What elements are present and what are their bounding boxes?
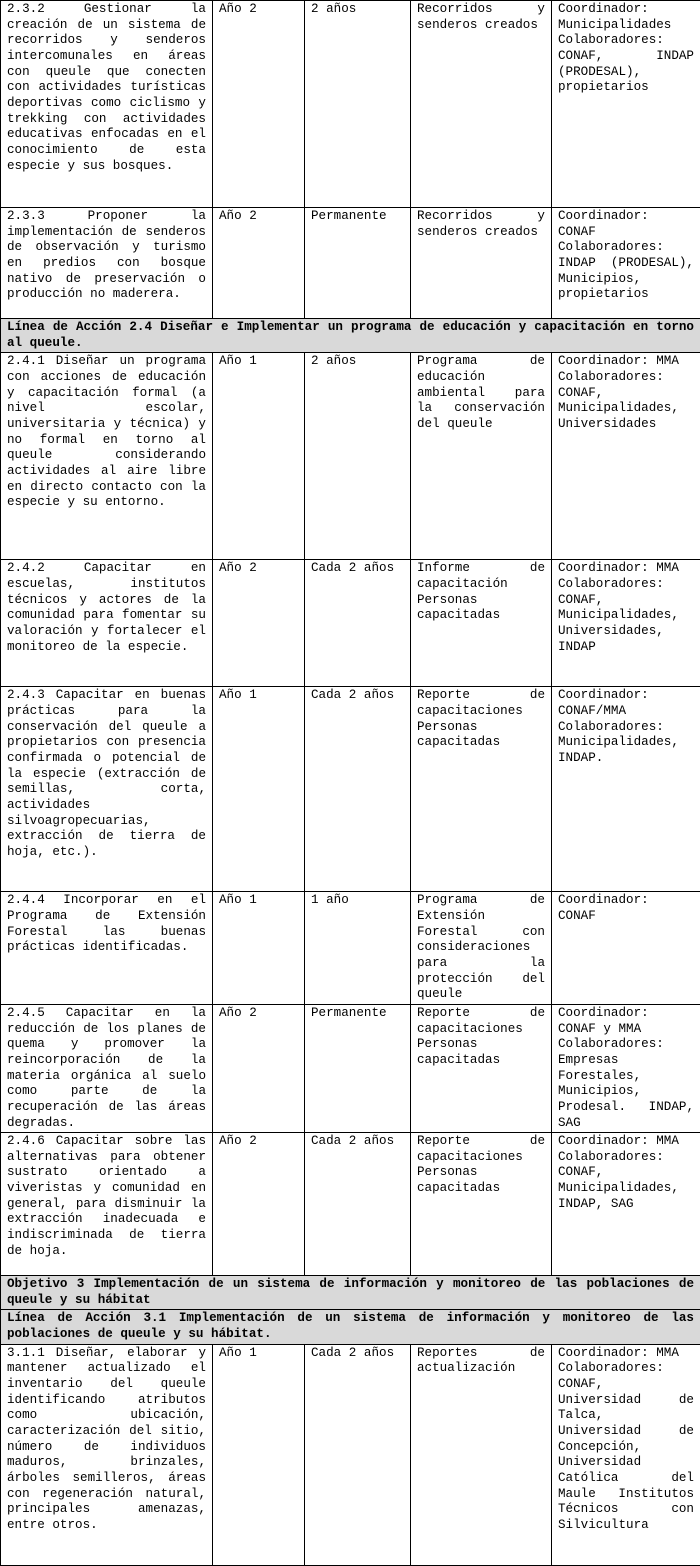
coordinator-line: Coordinador: MMA (558, 1346, 694, 1362)
table-row (1, 1004, 700, 1132)
start-cell: Año 1 (213, 1344, 305, 1565)
responsible-cell (552, 353, 700, 560)
coordinator-line: Coordinador: MMA (558, 1134, 694, 1150)
coordinator-line: Coordinador: CONAF y MMA (558, 1006, 694, 1037)
section-header-row (1, 319, 700, 353)
coordinator-line: Coordinador: CONAF/MMA (558, 688, 694, 719)
responsible-cell (552, 1, 700, 208)
coordinator-line: Coordinador: MMA (558, 354, 694, 370)
action-cell: 2.4.2 Capacitar en escuelas, institutos técnicos y actores de la comunidad para fomentar su valoración y fortalecer el monitoreo de la especie. (1, 560, 213, 687)
coordinator-line: Coordinador: Municipalidades (558, 2, 694, 33)
action-cell: 2.4.4 Incorporar en el Programa de Extensión Forestal las buenas prácticas identificadas. (1, 892, 213, 1005)
action-cell: 3.1.1 Diseñar, elaborar y mantener actualizado el inventario del queule identificando atributos como ubicación, caracterización del sitio, número de individuos maduros, brinzales, árboles semilleros, áreas con regeneración natural, principales amenazas, entre otros. (1, 1344, 213, 1565)
start-cell: Año 1 (213, 892, 305, 1005)
indicator-cell (411, 687, 552, 892)
indicator-line: Programa de educación ambiental para la conservación del queule (417, 354, 545, 432)
section-header-row (1, 1310, 700, 1344)
start-cell: Año 2 (213, 560, 305, 687)
table-row (1, 1344, 700, 1565)
table-row (1, 560, 700, 687)
responsible-cell (552, 208, 700, 319)
responsible-cell (552, 560, 700, 687)
action-cell: 2.4.1 Diseñar un programa con acciones de educación y capacitación formal (a nivel escolar, universitaria y técnica) y no formal en torno al queule considerando actividades al aire libre en directo contacto con la especie y su entorno. (1, 353, 213, 560)
indicator-line: Reporte de capacitaciones (417, 688, 545, 719)
coordinator-line: Coordinador: CONAF (558, 209, 694, 240)
table-row (1, 1, 700, 208)
responsible-cell (552, 892, 700, 1005)
indicator-line: Programa de Extensión Forestal con consideraciones para la protección del queule (417, 893, 545, 1003)
indicator-line: Reporte de capacitaciones (417, 1006, 545, 1037)
duration-cell: Permanente (305, 1004, 411, 1132)
indicator-line: Recorridos y senderos creados (417, 209, 545, 240)
action-cell: 2.3.2 Gestionar la creación de un sistema de recorridos y senderos intercomunales en áreas con queule que conecten con actividades turísticas deportivas como ciclismo y trekking con actividades educativas enfocadas en el conocimiento de esta especie y sus bosques. (1, 1, 213, 208)
duration-cell: 2 años (305, 353, 411, 560)
action-line-header: Línea de Acción 2.4 Diseñar e Implementar un programa de educación y capacitación en torno al queule. (1, 319, 700, 353)
indicator-cell (411, 1133, 552, 1276)
indicator-line: Informe de capacitación (417, 561, 545, 592)
indicator-line: Reporte de capacitaciones (417, 1134, 545, 1165)
collaborators-line: Colaboradores: CONAF, Municipalidades, Universidades (558, 370, 694, 433)
action-line-header: Línea de Acción 3.1 Implementación de un sistema de información y monitoreo de las poblaciones de queule y su hábitat. (1, 1310, 700, 1344)
duration-cell: Permanente (305, 208, 411, 319)
indicator-line: Personas capacitadas (417, 1165, 545, 1196)
duration-cell: Cada 2 años (305, 560, 411, 687)
responsible-cell (552, 1133, 700, 1276)
duration-cell: 1 año (305, 892, 411, 1005)
indicator-line: Personas capacitadas (417, 593, 545, 624)
start-cell: Año 2 (213, 208, 305, 319)
table-row (1, 208, 700, 319)
action-cell: 2.4.5 Capacitar en la reducción de los planes de quema y promover la reincorporación de la materia orgánica al suelo como parte de la recuperación de las áreas degradas. (1, 1004, 213, 1132)
indicator-line: Personas capacitadas (417, 720, 545, 751)
start-cell: Año 1 (213, 687, 305, 892)
collaborators-line: Colaboradores: CONAF, INDAP (PRODESAL), propietarios (558, 33, 694, 96)
table-row (1, 892, 700, 1005)
duration-cell: 2 años (305, 1, 411, 208)
indicator-cell (411, 353, 552, 560)
indicator-cell (411, 1004, 552, 1132)
duration-cell: Cada 2 años (305, 1133, 411, 1276)
start-cell: Año 1 (213, 353, 305, 560)
duration-cell: Cada 2 años (305, 1344, 411, 1565)
responsible-cell (552, 1344, 700, 1565)
indicator-cell (411, 208, 552, 319)
indicator-cell (411, 1, 552, 208)
table-row (1, 687, 700, 892)
indicator-cell (411, 560, 552, 687)
table-row (1, 1133, 700, 1276)
indicator-line: Recorridos y senderos creados (417, 2, 545, 33)
action-cell: 2.4.6 Capacitar sobre las alternativas para obtener sustrato orientado a viveristas y comunidad en general, para disminuir la extracción inadecuada e indiscriminada de tierra de hoja. (1, 1133, 213, 1276)
start-cell: Año 2 (213, 1, 305, 208)
action-cell: 2.3.3 Proponer la implementación de senderos de observación y turismo en predios con bosque nativo de preservación o producción no maderera. (1, 208, 213, 319)
duration-cell: Cada 2 años (305, 687, 411, 892)
indicator-line: Personas capacitadas (417, 1037, 545, 1068)
responsible-cell (552, 687, 700, 892)
collaborators-line: Colaboradores: INDAP (PRODESAL), Municipios, propietarios (558, 240, 694, 303)
collaborators-line: Colaboradores: Empresas Forestales, Municipios, Prodesal. INDAP, SAG (558, 1037, 694, 1131)
collaborators-line: Colaboradores: CONAF, Municipalidades, Universidades, INDAP (558, 577, 694, 655)
indicator-line: Reportes de actualización (417, 1346, 545, 1377)
coordinator-line: Coordinador: CONAF (558, 893, 694, 924)
coordinator-line: Coordinador: MMA (558, 561, 694, 577)
start-cell: Año 2 (213, 1133, 305, 1276)
start-cell: Año 2 (213, 1004, 305, 1132)
collaborators-line: Colaboradores: Municipalidades, INDAP. (558, 720, 694, 767)
table-row (1, 353, 700, 560)
collaborators-line: Colaboradores: CONAF, Municipalidades, INDAP, SAG (558, 1150, 694, 1213)
objective-header: Objetivo 3 Implementación de un sistema de información y monitoreo de las poblaciones de queule y su hábitat (1, 1276, 700, 1310)
collaborators-line: Colaboradores: CONAF, Universidad de Talca, Universidad de Concepción, Universidad Católica del Maule Institutos Técnicos con Silvicultura (558, 1361, 694, 1533)
action-cell: 2.4.3 Capacitar en buenas prácticas para la conservación del queule a propietarios con presencia confirmada o potencial de la especie (extracción de semillas, corta, actividades silvoagropecuarias, extracción de tierra de hoja, etc.). (1, 687, 213, 892)
responsible-cell (552, 1004, 700, 1132)
section-header-row (1, 1276, 700, 1310)
indicator-cell (411, 1344, 552, 1565)
indicator-cell (411, 892, 552, 1005)
